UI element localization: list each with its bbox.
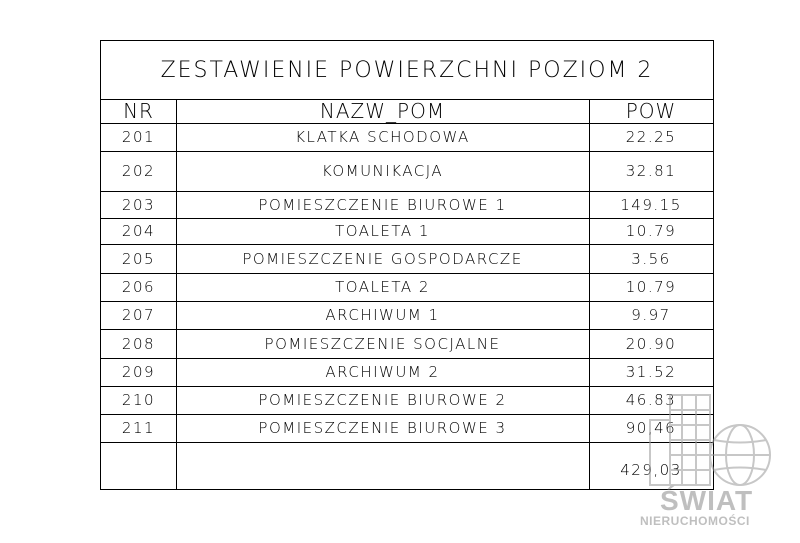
row-nr: 208 [121, 334, 156, 353]
row-area: 20.90 [625, 334, 677, 353]
row-nr: 206 [121, 278, 156, 296]
row-name: KOMUNIKACJA [321, 162, 444, 180]
row-name: POMIESZCZENIE BIUROWE 1 [258, 195, 507, 214]
header-area: POW [625, 99, 677, 123]
header-name: NAZW_POM [319, 99, 446, 123]
row-area: 10.79 [625, 278, 677, 296]
row-name: TOALETA 1 [335, 222, 430, 240]
row-name: POMIESZCZENIE GOSPODARCZE [242, 249, 523, 268]
row-area: 31.52 [625, 363, 677, 381]
row-nr: 205 [121, 249, 156, 268]
header-nr: NR [123, 99, 154, 123]
row-area: 46.83 [625, 391, 677, 409]
row-nr: 201 [121, 128, 156, 146]
row-area: 10.79 [625, 222, 677, 240]
row-area: 32.81 [625, 162, 677, 180]
row-nr: 209 [121, 363, 156, 381]
row-nr: 203 [121, 195, 156, 214]
row-area: 90,46 [625, 419, 677, 437]
row-nr: 211 [121, 419, 156, 437]
watermark-title: ŚWIAT [660, 485, 754, 516]
row-area: 149.15 [620, 195, 682, 214]
row-name: POMIESZCZENIE SOCJALNE [264, 334, 501, 353]
total-area: 429,03 [620, 460, 682, 479]
row-name: POMIESZCZENIE BIUROWE 2 [258, 391, 507, 409]
row-nr: 202 [121, 162, 156, 180]
row-area: 22.25 [625, 128, 677, 146]
row-nr: 204 [121, 222, 156, 240]
row-area: 3.56 [631, 249, 671, 268]
row-nr: 210 [121, 391, 156, 409]
table-title: ZESTAWIENIE POWIERZCHNI POZIOM 2 [160, 57, 654, 83]
row-name: TOALETA 2 [335, 278, 430, 296]
row-name: POMIESZCZENIE BIUROWE 3 [258, 419, 507, 437]
row-name: ARCHIWUM 2 [325, 363, 440, 381]
row-name: ARCHIWUM 1 [325, 306, 440, 324]
row-name: KLATKA SCHODOWA [295, 128, 470, 146]
row-nr: 207 [121, 306, 156, 324]
watermark-subtitle: NIERUCHOMOŚCI [640, 514, 750, 528]
row-area: 9.97 [631, 306, 671, 324]
